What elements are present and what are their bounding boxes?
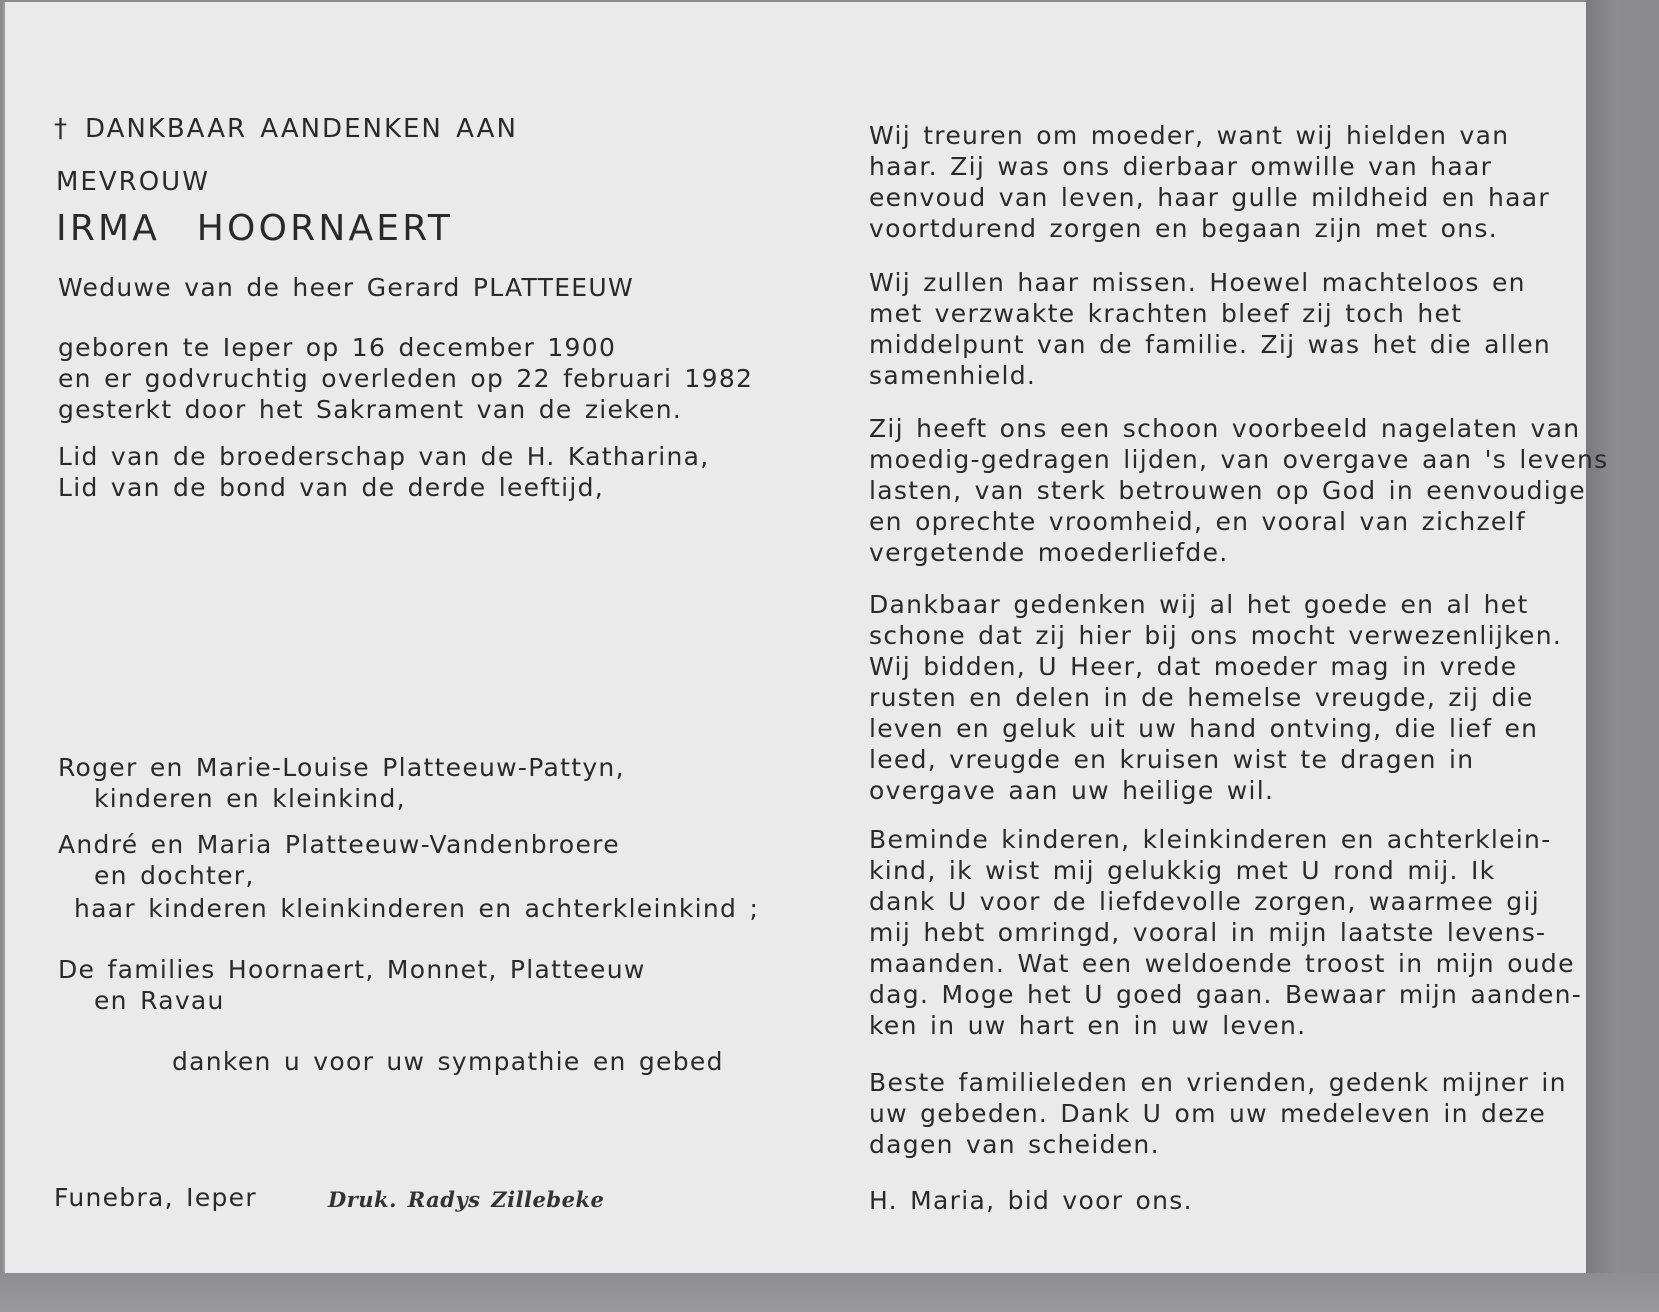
widow-of: Weduwe van de heer Gerard PLATTEEUW — [58, 273, 635, 302]
paragraph-line: dag. Moge het U goed gaan. Bewaar mijn aanden- — [869, 980, 1583, 1009]
printer-credit: Druk. Radys Zillebeke — [328, 1187, 605, 1212]
paragraph-line: Zij heeft ons een schoon voorbeeld nagelaten van — [869, 414, 1581, 443]
scanner-background-bottom — [0, 1273, 1659, 1312]
paragraph-line: dank U voor de liefdevolle zorgen, waarmee gij — [869, 887, 1540, 916]
paragraph-line: maanden. Wat een weldoende troost in mijn oude — [869, 949, 1575, 978]
paragraph-line: mij hebt omringd, vooral in mijn laatste levens- — [869, 918, 1547, 947]
paragraph-line: dagen van scheiden. — [869, 1130, 1160, 1159]
memorial-heading — [54, 114, 518, 145]
paragraph-line: Wij treuren om moeder, want wij hielden van — [869, 121, 1510, 150]
thanks-line: danken u voor uw sympathie en gebed — [172, 1047, 724, 1076]
family-line: en Ravau — [94, 986, 225, 1015]
cross-icon: † — [54, 114, 69, 144]
family-line: André en Maria Platteeuw-Vandenbroere — [58, 830, 620, 859]
salutation: MEVROUW — [56, 167, 210, 197]
funeral-home: Funebra, Ieper — [54, 1183, 257, 1212]
paragraph-line: middelpunt van de familie. Zij was het die allen — [869, 330, 1552, 359]
family-line: Roger en Marie-Louise Platteeuw-Pattyn, — [58, 753, 625, 782]
family-line: haar kinderen kleinkinderen en achterkleinkind ; — [74, 894, 760, 923]
paragraph-line: Beminde kinderen, kleinkinderen en achterklein- — [869, 825, 1552, 854]
paragraph-line: ken in uw hart en in uw leven. — [869, 1011, 1307, 1040]
paragraph-line: eenvoud van leven, haar gulle mildheid en haar — [869, 183, 1550, 212]
heading-text: DANKBAAR AANDENKEN AAN — [85, 114, 518, 144]
memorial-card — [3, 2, 1609, 1273]
paragraph-line: leed, vreugde en kruisen wist te dragen in — [869, 745, 1475, 774]
paragraph-line: overgave aan uw heilige wil. — [869, 776, 1275, 805]
sacrament-line: gesterkt door het Sakrament van de zieken. — [58, 395, 683, 424]
paragraph-line: en oprechte vroomheid, en vooral van zichzelf — [869, 507, 1526, 536]
membership-line: Lid van de broederschap van de H. Katharina, — [58, 442, 710, 471]
paragraph-line: met verzwakte krachten bleef zij toch het — [869, 299, 1463, 328]
paragraph-line: Dankbaar gedenken wij al het goede en al het — [869, 590, 1529, 619]
paragraph-line: kind, ik wist mij gelukkig met U rond mij. Ik — [869, 856, 1496, 885]
paragraph-line: rusten en delen in de hemelse vreugde, zij die — [869, 683, 1534, 712]
deceased-name: IRMA HOORNAERT — [56, 208, 454, 249]
death-line: en er godvruchtig overleden op 22 februari 1982 — [58, 364, 754, 393]
paragraph-line: moedig-gedragen lijden, van overgave aan 's levens — [869, 445, 1609, 474]
family-line: De families Hoornaert, Monnet, Platteeuw — [58, 955, 646, 984]
family-line: en dochter, — [94, 861, 255, 890]
paragraph-line: Wij bidden, U Heer, dat moeder mag in vrede — [869, 652, 1518, 681]
paragraph-line: uw gebeden. Dank U om uw medeleven in deze — [869, 1099, 1547, 1128]
paragraph-line: haar. Zij was ons dierbaar omwille van haar — [869, 152, 1493, 181]
paragraph-line: vergetende moederliefde. — [869, 538, 1229, 567]
closing-prayer: H. Maria, bid voor ons. — [869, 1186, 1193, 1215]
paragraph-line: Beste familieleden en vrienden, gedenk mijner in — [869, 1068, 1567, 1097]
family-line: kinderen en kleinkind, — [94, 784, 406, 813]
paragraph-line: Wij zullen haar missen. Hoewel machteloos en — [869, 268, 1526, 297]
paragraph-line: voortdurend zorgen en begaan zijn met ons. — [869, 214, 1498, 243]
paragraph-line: samenhield. — [869, 361, 1037, 390]
paragraph-line: leven en geluk uit uw hand ontving, die lief en — [869, 714, 1539, 743]
birth-line: geboren te Ieper op 16 december 1900 — [58, 333, 617, 362]
membership-line: Lid van de bond van de derde leeftijd, — [58, 473, 604, 502]
scanner-background-right — [1586, 0, 1659, 1312]
paragraph-line: schone dat zij hier bij ons mocht verwezenlijken. — [869, 621, 1563, 650]
paragraph-line: lasten, van sterk betrouwen op God in eenvoudige — [869, 476, 1586, 505]
